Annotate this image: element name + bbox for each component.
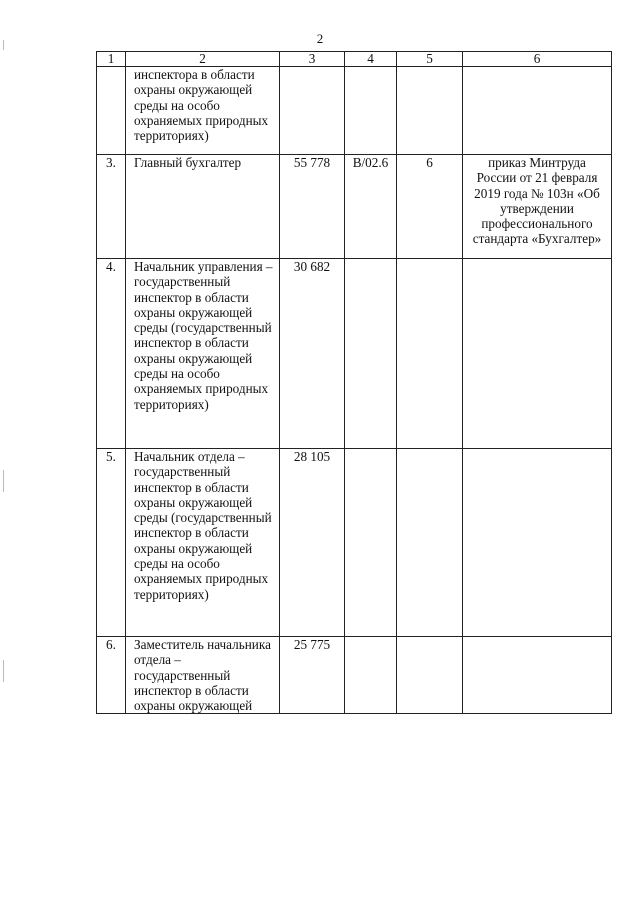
table-row [97, 259, 612, 449]
row-number: 3. [97, 155, 126, 259]
row-number: 5. [97, 449, 126, 637]
legal-basis [463, 449, 612, 637]
scan-artifact [3, 40, 4, 50]
header-col-4: 4 [345, 52, 397, 67]
legal-basis [463, 637, 612, 714]
salary-value [280, 67, 345, 155]
position-title: Начальник управления – государственный инспектор в области охраны окружающей среды (государственный инспектор в области охраны окружающей среды на особо охраняемых природных территориях) [126, 259, 280, 449]
legal-basis [463, 259, 612, 449]
table-row [97, 637, 612, 714]
function-code [345, 67, 397, 155]
header-col-5: 5 [397, 52, 463, 67]
header-col-6: 6 [463, 52, 612, 67]
scan-artifact [3, 660, 4, 682]
table-row [97, 449, 612, 637]
legal-basis [463, 67, 612, 155]
position-title: Заместитель начальника отдела – государственный инспектор в области охраны окружающей [126, 637, 280, 714]
salary-value: 55 778 [280, 155, 345, 259]
qualification-level: 6 [397, 155, 463, 259]
function-code: В/02.6 [345, 155, 397, 259]
function-code [345, 259, 397, 449]
position-title: инспектора в области охраны окружающей среды на особо охраняемых природных территориях) [126, 67, 280, 155]
row-number: 4. [97, 259, 126, 449]
position-title: Начальник отдела – государственный инспектор в области охраны окружающей среды (государственный инспектор в области охраны окружающей среды на особо охраняемых природных территориях) [126, 449, 280, 637]
row-number [97, 67, 126, 155]
positions-table [96, 51, 612, 714]
table-header-row [97, 52, 612, 67]
table-row [97, 155, 612, 259]
salary-value: 25 775 [280, 637, 345, 714]
legal-basis: приказ Минтруда России от 21 февраля 2019 года № 103н «Об утверждении профессионального стандарта «Бухгалтер» [463, 155, 612, 259]
header-col-2: 2 [126, 52, 280, 67]
table-row [97, 67, 612, 155]
qualification-level [397, 637, 463, 714]
header-col-1: 1 [97, 52, 126, 67]
function-code [345, 449, 397, 637]
position-title: Главный бухгалтер [126, 155, 280, 259]
qualification-level [397, 449, 463, 637]
page-number: 2 [316, 31, 324, 46]
scan-artifact [3, 470, 4, 492]
row-number: 6. [97, 637, 126, 714]
qualification-level [397, 259, 463, 449]
header-col-3: 3 [280, 52, 345, 67]
salary-value: 28 105 [280, 449, 345, 637]
function-code [345, 637, 397, 714]
qualification-level [397, 67, 463, 155]
salary-value: 30 682 [280, 259, 345, 449]
